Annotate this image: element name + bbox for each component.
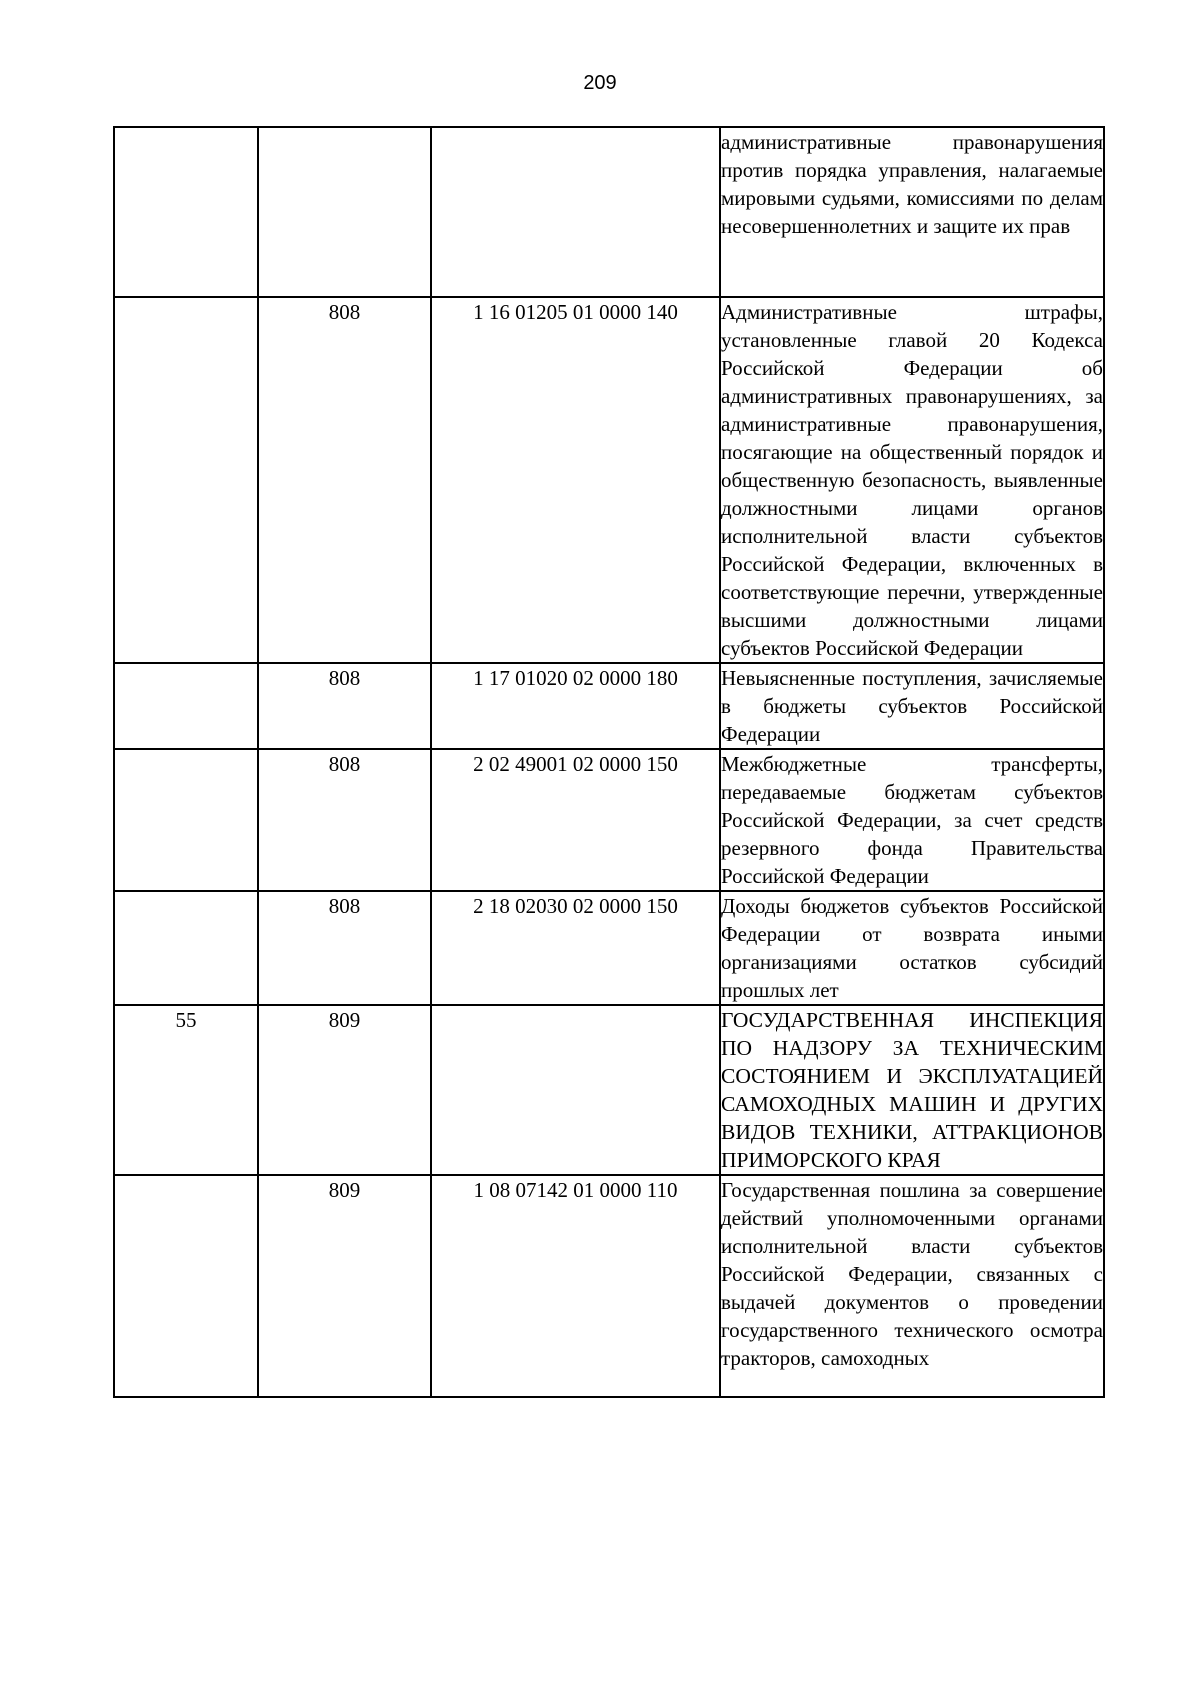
table-row — [114, 749, 1104, 891]
budget-code-cell: 1 16 01205 01 0000 140 — [431, 297, 720, 663]
budget-code-cell: 2 02 49001 02 0000 150 — [431, 749, 720, 891]
budget-code-cell: 1 17 01020 02 0000 180 — [431, 663, 720, 749]
admin-code-cell: 808 — [258, 749, 431, 891]
row-number-cell: 55 — [114, 1005, 258, 1175]
admin-code-cell: 809 — [258, 1005, 431, 1175]
description-cell: Административные штрафы, установленные главой 20 Кодекса Российской Федерации об административных правонарушениях, за административные правонарушения, посягающие на общественный порядок и общественную безопасность, выявленные должностными лицами органов исполнительной власти субъектов Российской Федерации, включенных в соответствующие перечни, утвержденные высшими должностными лицами субъектов Российской Федерации — [720, 297, 1104, 663]
agency-heading-cell: ГОСУДАРСТВЕННАЯ ИНСПЕКЦИЯ ПО НАДЗОРУ ЗА ТЕХНИЧЕСКИМ СОСТОЯНИЕМ И ЭКСПЛУАТАЦИЕЙ САМОХОДНЫХ МАШИН И ДРУГИХ ВИДОВ ТЕХНИКИ, АТТРАКЦИОНОВ ПРИМОРСКОГО КРАЯ — [720, 1005, 1104, 1175]
budget-code-cell — [431, 127, 720, 297]
table-row — [114, 1005, 1104, 1175]
page-number: 209 — [583, 72, 617, 94]
row-number-cell — [114, 663, 258, 749]
admin-code-cell: 808 — [258, 891, 431, 1005]
description-cell: Государственная пошлина за совершение действий уполномоченными органами исполнительной власти субъектов Российской Федерации, связанных с выдачей документов о проведении государственного технического осмотра тракторов, самоходных — [720, 1175, 1104, 1397]
row-number-cell — [114, 1175, 258, 1397]
table-row — [114, 127, 1104, 297]
admin-code-cell: 808 — [258, 663, 431, 749]
description-cell: Доходы бюджетов субъектов Российской Федерации от возврата иными организациями остатков субсидий прошлых лет — [720, 891, 1104, 1005]
admin-code-cell: 808 — [258, 297, 431, 663]
admin-code-cell — [258, 127, 431, 297]
budget-code-cell: 1 08 07142 01 0000 110 — [431, 1175, 720, 1397]
description-cell: административные правонарушения против порядка управления, налагаемые мировыми судьями, комиссиями по делам несовершеннолетних и защите их прав — [720, 127, 1104, 297]
description-cell: Межбюджетные трансферты, передаваемые бюджетам субъектов Российской Федерации, за счет средств резервного фонда Правительства Российской Федерации — [720, 749, 1104, 891]
row-number-cell — [114, 749, 258, 891]
table-row — [114, 891, 1104, 1005]
table-row — [114, 663, 1104, 749]
row-number-cell — [114, 127, 258, 297]
table-row — [114, 1175, 1104, 1397]
description-cell: Невыясненные поступления, зачисляемые в бюджеты субъектов Российской Федерации — [720, 663, 1104, 749]
budget-code-cell — [431, 1005, 720, 1175]
row-number-cell — [114, 891, 258, 1005]
row-number-cell — [114, 297, 258, 663]
budget-codes-table — [113, 126, 1105, 1398]
table-row — [114, 297, 1104, 663]
budget-code-cell: 2 18 02030 02 0000 150 — [431, 891, 720, 1005]
admin-code-cell: 809 — [258, 1175, 431, 1397]
